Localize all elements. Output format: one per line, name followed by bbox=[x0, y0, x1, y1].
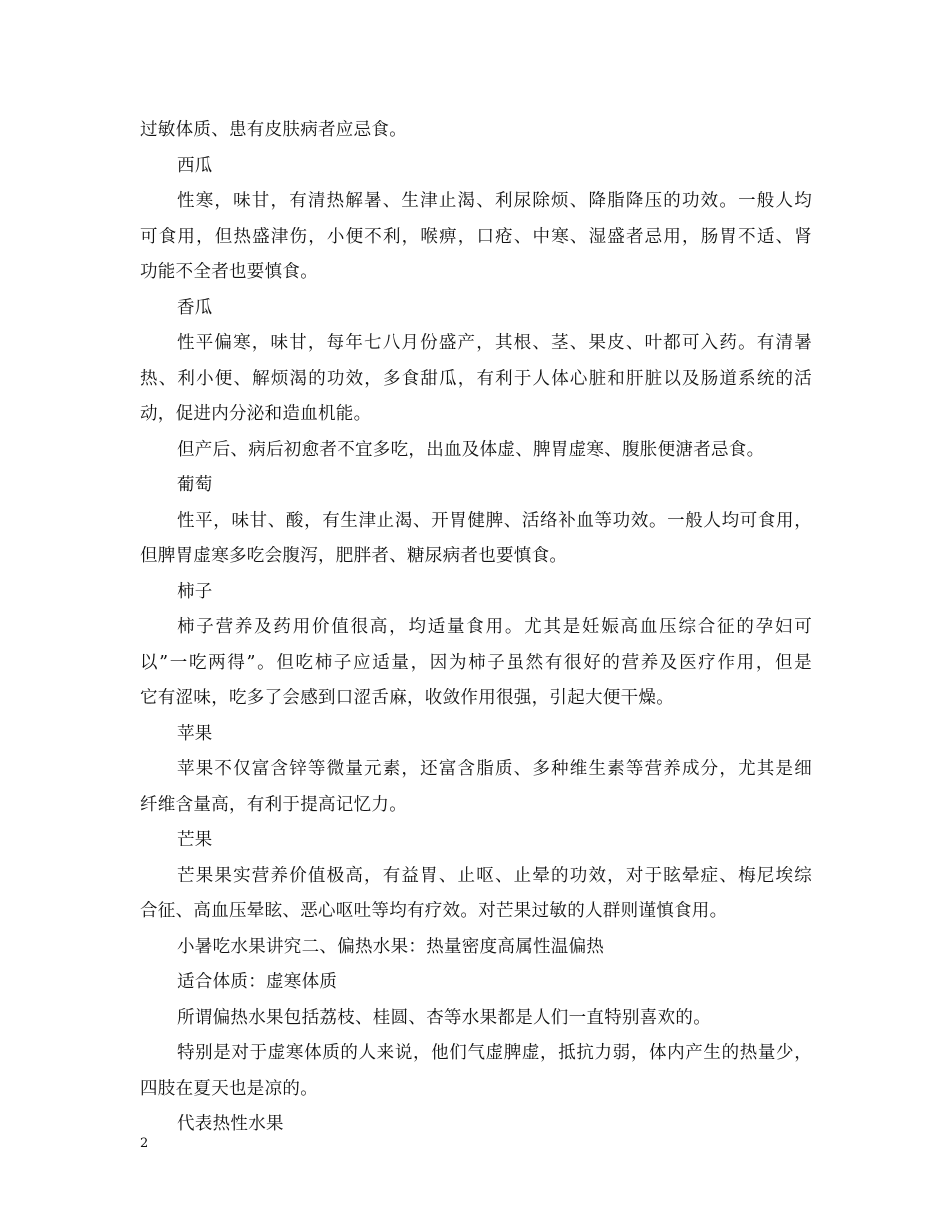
section-heading: 代表热性水果 bbox=[177, 1114, 284, 1134]
text-line: 以”一吃两得”。但吃柿子应适量，因为柿子虽然有很好的营养及医疗作用，但是 bbox=[140, 652, 812, 673]
text-line: 动，促进内分泌和造血机能。 bbox=[140, 404, 372, 424]
section-heading: 葡萄 bbox=[177, 475, 213, 495]
text-line: 所谓偏热水果包括荔枝、桂圆、杏等水果都是人们一直特别喜欢的。 bbox=[177, 1007, 711, 1028]
section-heading: 西瓜 bbox=[177, 155, 213, 176]
text-line: 热、利小便、解烦渴的功效，多食甜瓜，有利于人体心脏和肝脏以及肠道系统的活 bbox=[140, 368, 812, 389]
page-number: 2 bbox=[140, 1136, 149, 1151]
section-heading: 苹果 bbox=[177, 723, 213, 744]
document-body bbox=[140, 113, 812, 1143]
text-line: 性平偏寒，味甘，每年七八月份盛产，其根、茎、果皮、叶都可入药。有清暑 bbox=[177, 333, 812, 353]
text-line: 但产后、病后初愈者不宜多吃，出血及体虚、脾胃虚寒、腹胀便溏者忌食。 bbox=[177, 439, 765, 460]
text-line: 四肢在夏天也是凉的。 bbox=[140, 1078, 318, 1099]
text-line: 适合体质：虚寒体质 bbox=[177, 972, 338, 992]
section-heading: 芒果 bbox=[177, 830, 213, 850]
text-line: 合征、高血压晕眩、恶心呕吐等均有疗效。对芒果过敏的人群则谨慎食用。 bbox=[140, 901, 728, 921]
text-line: 苹果不仅富含锌等微量元素，还富含脂质、多种维生素等营养成分，尤其是细 bbox=[177, 759, 812, 779]
text-line: 但脾胃虚寒多吃会腹泻，肥胖者、糖尿病者也要慎食。 bbox=[140, 546, 568, 566]
text-line: 小暑吃水果讲究二、偏热水果：热量密度高属性温偏热 bbox=[177, 936, 605, 957]
section-heading: 柿子 bbox=[177, 581, 213, 602]
section-heading: 香瓜 bbox=[177, 297, 213, 318]
text-line: 功能不全者也要慎食。 bbox=[140, 262, 318, 282]
text-line: 柿子营养及药用价值很高，均适量食用。尤其是妊娠高血压综合征的孕妇可 bbox=[177, 617, 812, 637]
text-line: 性寒，味甘，有清热解暑、生津止渴、利尿除烦、降脂降压的功效。一般人均 bbox=[177, 191, 812, 211]
text-line: 纤维含量高，有利于提高记忆力。 bbox=[140, 794, 407, 815]
text-line: 它有涩味，吃多了会感到口涩舌麻，收敛作用很强，引起大便干燥。 bbox=[140, 688, 674, 708]
text-line: 特别是对于虚寒体质的人来说，他们气虚脾虚，抵抗力弱，体内产生的热量少， bbox=[177, 1043, 812, 1063]
text-line: 可食用，但热盛津伤，小便不利，喉痹，口疮、中寒、湿盛者忌用，肠胃不适、肾 bbox=[140, 226, 812, 247]
text-line: 性平，味甘、酸，有生津止渴、开胃健脾、活络补血等功效。一般人均可食用， bbox=[177, 510, 812, 531]
text-line: 芒果果实营养价值极高，有益胃、止呕、止晕的功效，对于眩晕症、梅尼埃综 bbox=[177, 865, 812, 886]
text-line: 过敏体质、患有皮肤病者应忌食。 bbox=[140, 120, 407, 140]
